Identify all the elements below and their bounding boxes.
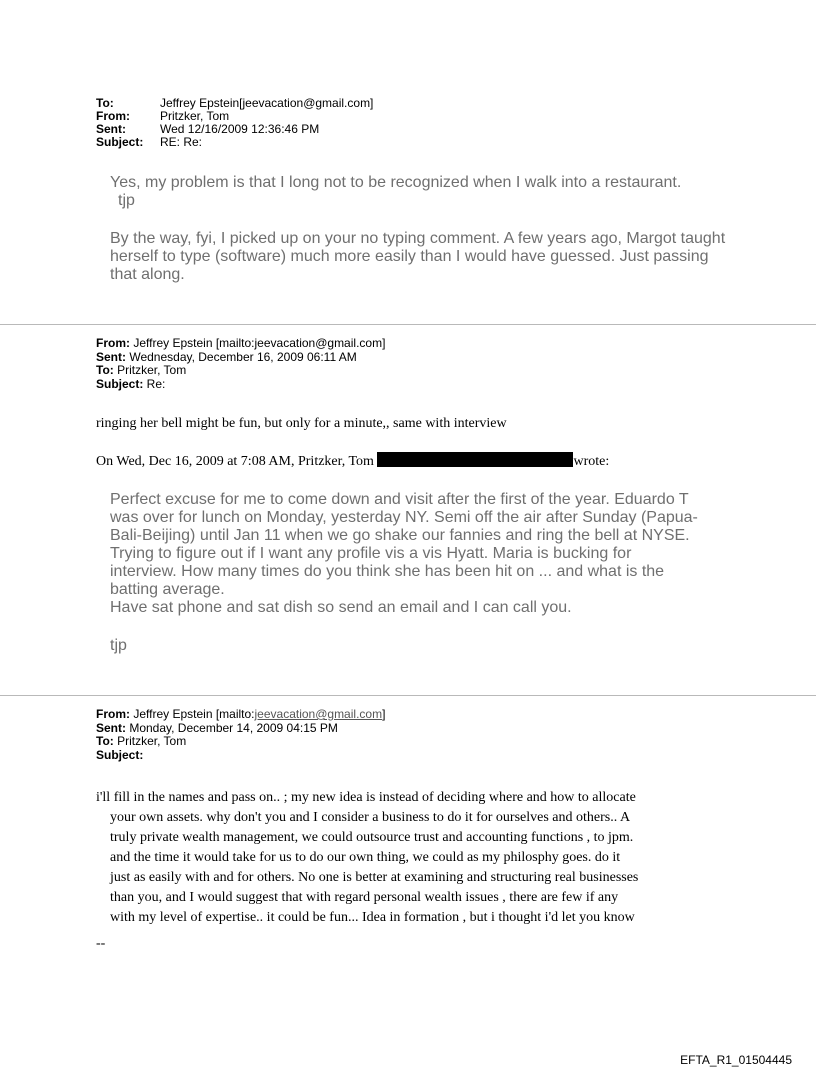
msg3-to-row <box>96 735 186 749</box>
msg3-body-line: your own assets. why don't you and I consider a business to do it for ourselves and others.. A <box>110 810 631 825</box>
quoted-line: was over for lunch on Monday, yesterday NY. Semi off the air after Sunday (Papua- <box>110 509 698 526</box>
sent-label: Sent: <box>96 122 126 136</box>
subject-label: Subject: <box>96 135 144 149</box>
msg3-subject-label: Subject: <box>96 747 144 762</box>
quoted-line: interview. How many times do you think she has been hit on ... and what is the <box>110 563 665 580</box>
msg2-from-row <box>96 337 385 351</box>
msg3-to-label: To: <box>96 734 114 748</box>
msg3-sent-label: Sent: <box>96 720 126 735</box>
msg2-from-label: From: <box>96 336 130 350</box>
msg3-body-line: truly private wealth management, we could outsource trust and accounting functions , to jpm. <box>110 830 634 845</box>
reply-signoff: tjp <box>118 192 135 209</box>
quoted-line: Perfect excuse for me to come down and visit after the first of the year. Eduardo T <box>110 491 689 508</box>
quoted-signoff: tjp <box>110 637 127 654</box>
divider-1 <box>0 324 816 325</box>
sent-value: Wed 12/16/2009 12:36:46 PM <box>160 122 320 136</box>
subject-value: RE: Re: <box>160 135 203 149</box>
msg3-body-line: and the time it would take for us to do our own thing, we could as my philosphy goes. do it <box>110 850 621 865</box>
msg2-to-row <box>96 364 186 378</box>
msg2-subject-row <box>96 378 165 392</box>
quoted-line: batting average. <box>110 581 225 598</box>
msg3-subject-row <box>96 749 143 763</box>
reply-para2-line-1: By the way, fyi, I picked up on your no typing comment. A few years ago, Margot taught <box>110 230 726 247</box>
msg2-quote-wrote: wrote: <box>573 454 610 469</box>
reply-para2-line-2: herself to type (software) much more easily than I would have guessed. Just passing <box>110 248 709 265</box>
msg3-to-value: Pritzker, Tom <box>113 734 187 748</box>
msg3-from-suffix: ] <box>382 707 386 721</box>
msg2-to-label: To: <box>96 363 114 377</box>
msg3-body-line: with my level of expertise.. it could be fun... Idea in formation , but i thought i'd let you know <box>110 910 635 925</box>
msg3-from-prefix: Jeffrey Epstein [mailto: <box>130 707 255 721</box>
reply-line-1: Yes, my problem is that I long not to be recognized when I walk into a restaurant. <box>110 174 682 191</box>
header-to-row <box>96 97 373 110</box>
msg2-quote-intro: On Wed, Dec 16, 2009 at 7:08 AM, Pritzker, Tom <box>96 454 378 469</box>
msg2-from-value: Jeffrey Epstein [mailto:jeevacation@gmail.com] <box>130 336 386 350</box>
msg3-body-line: just as easily with and for others. No one is better at examining and structuring real businesses <box>110 870 639 885</box>
redaction-block <box>377 452 573 467</box>
divider-2 <box>0 695 816 696</box>
quoted-line: Have sat phone and sat dish so send an email and I can call you. <box>110 599 572 616</box>
from-label: From: <box>96 109 130 123</box>
from-value: Pritzker, Tom <box>160 109 230 123</box>
quoted-line: Trying to figure out if I want any profile vis a vis Hyatt. Maria is bucking for <box>110 545 632 562</box>
msg2-sent-row <box>96 351 357 365</box>
signature-separator: -- <box>96 936 106 951</box>
msg2-subject-label: Subject: <box>96 376 144 391</box>
msg2-body: ringing her bell might be fun, but only for a minute,, same with interview <box>96 416 507 431</box>
msg3-from-row <box>96 708 385 722</box>
msg2-subject-value: Re: <box>143 376 166 391</box>
msg2-sent-value: Wednesday, December 16, 2009 06:11 AM <box>126 349 357 364</box>
to-label: To: <box>96 96 114 110</box>
document-id: EFTA_R1_01504445 <box>680 1053 792 1067</box>
msg3-sent-row <box>96 722 338 736</box>
msg2-quote-intro-line <box>96 452 609 472</box>
header-subject-row <box>96 136 202 149</box>
msg3-body-line: than you, and I would suggest that with regard personal wealth issues , there are few if any <box>110 890 619 905</box>
msg3-from-label: From: <box>96 707 130 721</box>
reply-para2-line-3: that along. <box>110 266 185 283</box>
quoted-line: Bali-Beijing) until Jan 11 when we go shake our fannies and ring the bell at NYSE. <box>110 527 690 544</box>
msg2-sent-label: Sent: <box>96 349 126 364</box>
msg3-sent-value: Monday, December 14, 2009 04:15 PM <box>126 720 338 735</box>
to-value: Jeffrey Epstein[jeevacation@gmail.com] <box>160 96 374 110</box>
email-link[interactable]: jeevacation@gmail.com <box>254 707 383 721</box>
msg2-to-value: Pritzker, Tom <box>113 363 187 377</box>
msg3-body-line: i'll fill in the names and pass on.. ; my new idea is instead of deciding where and how to allocate <box>96 790 636 805</box>
